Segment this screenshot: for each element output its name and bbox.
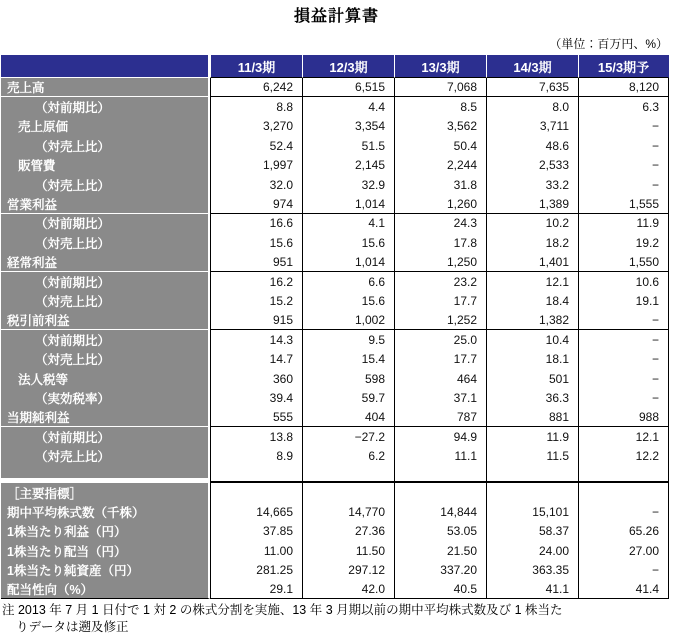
value-cell: 39.4	[210, 388, 302, 407]
table-row	[1, 214, 669, 233]
value-cell: 10.6	[578, 272, 669, 291]
value-cell: 40.5	[394, 580, 486, 599]
value-cell: 360	[210, 369, 302, 388]
value-cell: −	[578, 330, 669, 349]
row-label: （対売上比）	[1, 446, 210, 465]
value-cell: 18.2	[486, 233, 578, 252]
table-row	[1, 388, 669, 407]
value-cell: 51.5	[302, 136, 394, 155]
row-label	[1, 466, 210, 483]
row-label: 期中平均株式数（千株）	[1, 502, 210, 521]
value-cell: 65.26	[578, 522, 669, 541]
value-cell: 1,382	[486, 311, 578, 330]
value-cell: 52.4	[210, 136, 302, 155]
value-cell	[394, 466, 486, 483]
row-label: 営業利益	[1, 194, 210, 213]
value-cell: −	[578, 156, 669, 175]
row-label: （対前期比）	[1, 427, 210, 446]
value-cell: −	[578, 349, 669, 368]
value-cell: 1,014	[302, 253, 394, 272]
value-cell: 41.1	[486, 580, 578, 599]
value-cell	[210, 483, 302, 502]
value-cell: 15.6	[210, 233, 302, 252]
value-cell: −	[578, 560, 669, 579]
row-label: （対前期比）	[1, 272, 210, 291]
value-cell: 16.2	[210, 272, 302, 291]
row-label: 売上高	[1, 78, 210, 97]
value-cell: 24.3	[394, 214, 486, 233]
row-label: （対前期比）	[1, 97, 210, 116]
table-row	[1, 446, 669, 465]
value-cell: 48.6	[486, 136, 578, 155]
row-label: （対前期比）	[1, 214, 210, 233]
header-row	[1, 55, 669, 78]
value-cell: 32.0	[210, 175, 302, 194]
value-cell: 33.2	[486, 175, 578, 194]
value-cell: 11.9	[578, 214, 669, 233]
row-label: 配当性向（%）	[1, 580, 210, 599]
value-cell: 15.6	[302, 233, 394, 252]
footnote	[2, 602, 671, 635]
row-label: 税引前利益	[1, 311, 210, 330]
value-cell: 3,711	[486, 117, 578, 136]
table-row	[1, 522, 669, 541]
table-row	[1, 194, 669, 213]
value-cell: 951	[210, 253, 302, 272]
value-cell: 17.7	[394, 291, 486, 310]
value-cell: 8.5	[394, 97, 486, 116]
page-title: 損益計算書	[293, 8, 379, 25]
value-cell: 464	[394, 369, 486, 388]
row-label: 1株当たり利益（円）	[1, 522, 210, 541]
value-cell: 337.20	[394, 560, 486, 579]
value-cell: 404	[302, 408, 394, 427]
value-cell: 7,635	[486, 78, 578, 97]
value-cell: 11.00	[210, 541, 302, 560]
row-label: ［主要指標］	[1, 483, 210, 502]
value-cell: −	[578, 175, 669, 194]
value-cell: −27.2	[302, 427, 394, 446]
column-header: 14/3期	[486, 55, 578, 78]
value-cell	[486, 483, 578, 502]
value-cell: 17.8	[394, 233, 486, 252]
value-cell: 501	[486, 369, 578, 388]
value-cell: 1,252	[394, 311, 486, 330]
value-cell: 42.0	[302, 580, 394, 599]
table-row	[1, 117, 669, 136]
value-cell: 12.1	[578, 427, 669, 446]
value-cell: 3,562	[394, 117, 486, 136]
value-cell: 15.2	[210, 291, 302, 310]
value-cell: 363.35	[486, 560, 578, 579]
value-cell: −	[578, 388, 669, 407]
row-label: 売上原価	[1, 117, 210, 136]
value-cell: 14,770	[302, 502, 394, 521]
value-cell: 555	[210, 408, 302, 427]
value-cell: 7,068	[394, 78, 486, 97]
table-row	[1, 272, 669, 291]
row-label: （対売上比）	[1, 349, 210, 368]
table-row	[1, 330, 669, 349]
income-table	[1, 55, 669, 599]
value-cell: 19.1	[578, 291, 669, 310]
value-cell: 18.1	[486, 349, 578, 368]
row-label: （実効税率）	[1, 388, 210, 407]
value-cell: 31.8	[394, 175, 486, 194]
value-cell: 12.2	[578, 446, 669, 465]
value-cell: 27.36	[302, 522, 394, 541]
value-cell: 10.4	[486, 330, 578, 349]
value-cell: 59.7	[302, 388, 394, 407]
value-cell: 988	[578, 408, 669, 427]
row-label: 販管費	[1, 156, 210, 175]
value-cell: 3,354	[302, 117, 394, 136]
value-cell: 50.4	[394, 136, 486, 155]
table-row	[1, 253, 669, 272]
value-cell: 36.3	[486, 388, 578, 407]
row-label: （対前期比）	[1, 330, 210, 349]
value-cell: 1,389	[486, 194, 578, 213]
value-cell: 6.3	[578, 97, 669, 116]
value-cell: 94.9	[394, 427, 486, 446]
row-label: 法人税等	[1, 369, 210, 388]
row-label: 当期純利益	[1, 408, 210, 427]
table-row	[1, 175, 669, 194]
value-cell: 1,997	[210, 156, 302, 175]
value-cell: 1,250	[394, 253, 486, 272]
row-label: 1株当たり配当（円）	[1, 541, 210, 560]
value-cell: 25.0	[394, 330, 486, 349]
value-cell: 2,145	[302, 156, 394, 175]
value-cell: 1,002	[302, 311, 394, 330]
value-cell: 1,555	[578, 194, 669, 213]
value-cell: −	[578, 136, 669, 155]
value-cell: 6,242	[210, 78, 302, 97]
value-cell: −	[578, 502, 669, 521]
value-cell: 6.6	[302, 272, 394, 291]
value-cell: 1,014	[302, 194, 394, 213]
unit-note: （単位：百万円、%）	[549, 37, 668, 51]
table-row	[1, 369, 669, 388]
value-cell: 10.2	[486, 214, 578, 233]
value-cell: 881	[486, 408, 578, 427]
value-cell: 32.9	[302, 175, 394, 194]
value-cell: 598	[302, 369, 394, 388]
value-cell: 11.5	[486, 446, 578, 465]
value-cell: 4.1	[302, 214, 394, 233]
footnote-line-1: 注 2013 年 7 月 1 日付で 1 対 2 の株式分割を実施、13 年 3 月期以前の期中平均株式数及び 1 株当た	[2, 603, 563, 618]
value-cell: 24.00	[486, 541, 578, 560]
row-label: （対売上比）	[1, 233, 210, 252]
value-cell: 15.6	[302, 291, 394, 310]
value-cell: 281.25	[210, 560, 302, 579]
value-cell: 1,260	[394, 194, 486, 213]
value-cell: 14,844	[394, 502, 486, 521]
value-cell: 2,244	[394, 156, 486, 175]
footnote-line-2: りデータは遡及修正	[16, 619, 129, 634]
row-label: （対売上比）	[1, 291, 210, 310]
value-cell: −	[578, 311, 669, 330]
value-cell	[394, 483, 486, 502]
value-cell: 2,533	[486, 156, 578, 175]
value-cell: 8.8	[210, 97, 302, 116]
value-cell: 14.7	[210, 349, 302, 368]
table-row	[1, 311, 669, 330]
value-cell: 787	[394, 408, 486, 427]
value-cell: 8.9	[210, 446, 302, 465]
table-row	[1, 541, 669, 560]
table-row	[1, 427, 669, 446]
value-cell: 11.1	[394, 446, 486, 465]
value-cell: 41.4	[578, 580, 669, 599]
table-row	[1, 483, 669, 502]
table-row	[1, 97, 669, 116]
value-cell: 3,270	[210, 117, 302, 136]
value-cell	[302, 466, 394, 483]
value-cell: 8,120	[578, 78, 669, 97]
table-row	[1, 560, 669, 579]
table-row	[1, 466, 669, 483]
value-cell: 37.85	[210, 522, 302, 541]
value-cell: 6.2	[302, 446, 394, 465]
value-cell: 15.4	[302, 349, 394, 368]
column-header: 11/3期	[210, 55, 302, 78]
value-cell: 9.5	[302, 330, 394, 349]
header-corner-cell	[1, 55, 210, 78]
value-cell: 14,665	[210, 502, 302, 521]
value-cell: 4.4	[302, 97, 394, 116]
value-cell: 23.2	[394, 272, 486, 291]
value-cell: −	[578, 369, 669, 388]
table-row	[1, 349, 669, 368]
value-cell	[302, 483, 394, 502]
value-cell	[578, 466, 669, 483]
value-cell: 12.1	[486, 272, 578, 291]
value-cell: 16.6	[210, 214, 302, 233]
table-row	[1, 156, 669, 175]
column-header: 13/3期	[394, 55, 486, 78]
table-row	[1, 580, 669, 599]
value-cell: 1,550	[578, 253, 669, 272]
value-cell: 15,101	[486, 502, 578, 521]
value-cell: 8.0	[486, 97, 578, 116]
value-cell: 11.9	[486, 427, 578, 446]
row-label: （対売上比）	[1, 175, 210, 194]
value-cell: 297.12	[302, 560, 394, 579]
value-cell: 1,401	[486, 253, 578, 272]
value-cell: 17.7	[394, 349, 486, 368]
value-cell: 18.4	[486, 291, 578, 310]
table-row	[1, 408, 669, 427]
value-cell: 58.37	[486, 522, 578, 541]
value-cell: 915	[210, 311, 302, 330]
table-row	[1, 136, 669, 155]
value-cell: 21.50	[394, 541, 486, 560]
value-cell: 37.1	[394, 388, 486, 407]
value-cell: 27.00	[578, 541, 669, 560]
value-cell	[486, 466, 578, 483]
row-label: 経常利益	[1, 253, 210, 272]
value-cell: 53.05	[394, 522, 486, 541]
column-header: 15/3期予	[578, 55, 669, 78]
table-row	[1, 502, 669, 521]
value-cell: 974	[210, 194, 302, 213]
value-cell: 13.8	[210, 427, 302, 446]
value-cell	[578, 483, 669, 502]
table-row	[1, 291, 669, 310]
value-cell: −	[578, 117, 669, 136]
value-cell: 11.50	[302, 541, 394, 560]
row-label: （対売上比）	[1, 136, 210, 155]
value-cell	[210, 466, 302, 483]
value-cell: 6,515	[302, 78, 394, 97]
value-cell: 14.3	[210, 330, 302, 349]
value-cell: 29.1	[210, 580, 302, 599]
column-header: 12/3期	[302, 55, 394, 78]
table-row	[1, 233, 669, 252]
table-row	[1, 78, 669, 97]
value-cell: 19.2	[578, 233, 669, 252]
row-label: 1株当たり純資産（円）	[1, 560, 210, 579]
